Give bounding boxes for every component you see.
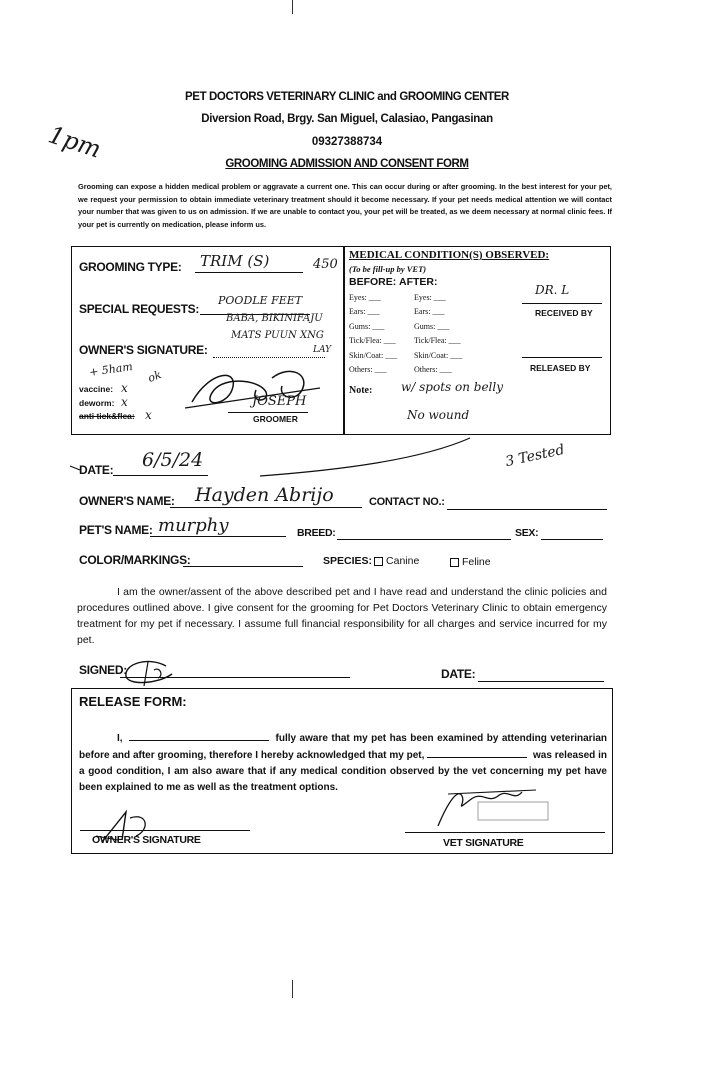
punch-mark-bottom	[292, 980, 293, 998]
note-value: w/ spots on belly	[401, 380, 503, 394]
medical-subtitle: (To be fill-up by VET)	[349, 264, 427, 274]
after-item: Ears: ___	[414, 307, 445, 317]
before-item: Skin/Coat: ___	[349, 350, 398, 360]
vet-signature-stamp	[418, 782, 578, 832]
special-requests-label: SPECIAL REQUESTS:	[79, 302, 200, 316]
sex-label: SEX:	[515, 527, 539, 539]
owner-name-label: OWNER'S NAME:	[79, 494, 175, 508]
margin-note: 1pm	[44, 120, 105, 164]
signed-date-label: DATE:	[441, 667, 476, 681]
grooming-section-box	[71, 246, 611, 435]
after-item: Gums: ___	[414, 321, 450, 331]
before-item: Gums: ___	[349, 321, 385, 331]
signed-label: SIGNED:	[79, 663, 127, 677]
note-value-2: No wound	[407, 408, 470, 422]
clinic-name: PET DOCTORS VETERINARY CLINIC and GROOMING CENTER	[185, 91, 509, 103]
breed-label: BREED:	[297, 527, 336, 539]
intro-paragraph: Grooming can expose a hidden medical problem or aggravate a current one. This can occur during or after grooming. In the best interest for your pet, we request your permission to obtain immediate veterinary treatment should it become necessary. If your pet needs medical attention we will contact your number that was given to us on admission. If we are unable to contact you, your pet will be treated, as we deem necessary at normal clinic fees. If your pet is currently on medication, please inform us.	[78, 182, 612, 229]
color-label: COLOR/MARKINGS:	[79, 553, 191, 567]
breed-line	[337, 539, 511, 540]
canine-checkbox[interactable]	[374, 557, 383, 566]
groomer-name: JOSEPH	[252, 394, 307, 409]
vaccine-value[interactable]: x	[121, 381, 128, 395]
feline-checkbox[interactable]	[450, 558, 459, 567]
after-item: Others: ___	[414, 365, 452, 375]
received-by-label: RECEIVED BY	[535, 308, 593, 318]
deworm-value[interactable]: x	[121, 395, 128, 409]
release-text-i: I,	[117, 733, 123, 744]
after-item: Skin/Coat: ___	[414, 350, 463, 360]
groomer-line	[228, 412, 308, 413]
sex-line	[541, 539, 603, 540]
before-item: Tick/Flea: ___	[349, 336, 396, 346]
vet-signature-line	[405, 832, 605, 833]
feline-option	[448, 556, 491, 568]
release-pet-blank[interactable]	[427, 747, 527, 758]
clinic-phone: 09327388734	[311, 136, 383, 148]
vet-signature-label: VET SIGNATURE	[443, 837, 524, 849]
signed-date-line	[478, 681, 604, 682]
after-label: AFTER:	[399, 276, 438, 288]
grooming-price: 450	[313, 257, 338, 272]
release-name-blank[interactable]	[129, 730, 269, 741]
released-by-line	[522, 357, 602, 358]
owner-signature-label-release: OWNER'S SIGNATURE	[92, 834, 201, 846]
special-request-extra: LAY	[313, 345, 332, 355]
pet-name-label: PET'S NAME:	[79, 523, 153, 537]
canine-label: Canine	[386, 555, 420, 567]
special-request-line-1[interactable]: POODLE FEET	[218, 294, 303, 307]
before-item: Others: ___	[349, 365, 387, 375]
grooming-type-value[interactable]: TRIM (S)	[200, 252, 270, 270]
date-value[interactable]: 6/5/24	[142, 449, 204, 471]
contact-line	[447, 509, 607, 510]
consent-paragraph: I am the owner/assent of the above described pet and I have read and understand the clinic policies and procedures outlined above. I give consent for the grooming for Pet Doctors Veterinary Clinic to obtain emergency treatment for my pet if necessary. I assume full financial responsibility for all charges and service incurred for my pet.	[77, 586, 607, 646]
tested-note: 3 Tested	[503, 441, 566, 471]
after-item: Tick/Flea: ___	[414, 336, 461, 346]
form-title: GROOMING ADMISSION AND CONSENT FORM	[225, 158, 469, 170]
owner-signature-label: OWNER'S SIGNATURE:	[79, 343, 208, 357]
antitick-value[interactable]: x	[145, 408, 152, 422]
deworm-label: deworm:	[79, 398, 115, 408]
clinic-address: Diversion Road, Brgy. San Miguel, Calasiao, Pangasinan	[201, 113, 493, 125]
vaccine-label: vaccine:	[79, 384, 114, 394]
antitick-label: anti tick&flea:	[79, 411, 135, 421]
grooming-type-label: GROOMING TYPE:	[79, 260, 182, 274]
vaccine-note: ok	[146, 368, 164, 385]
groomer-label: GROOMER	[253, 414, 298, 424]
date-label: DATE:	[79, 463, 114, 477]
owner-name-line	[170, 507, 362, 508]
released-by-label: RELEASED BY	[530, 363, 591, 373]
feline-label: Feline	[462, 556, 491, 568]
owner-signature-scribble	[180, 360, 330, 420]
before-list	[349, 291, 397, 377]
punch-mark-top	[292, 0, 293, 14]
release-text-2: fully aware that my pet has been examined by attending veterinarian before and after grooming, therefore I hereby acknowledged that my pet,	[79, 733, 608, 761]
special-request-line-3[interactable]: MATS PUUN XNG	[231, 330, 324, 341]
after-item: Eyes: ___	[414, 293, 446, 302]
date-strike-line	[60, 430, 480, 480]
consent-signature-scribble	[118, 656, 188, 688]
owner-signature-line	[213, 357, 325, 358]
received-by-value: DR. L	[535, 283, 570, 297]
received-by-line	[522, 303, 602, 304]
release-text-3: was released in a good condition, I am also aware that if any medical condition observed by the vet concerning my pet have been explained to me as well as the treatment options.	[79, 750, 607, 793]
special-request-line-2[interactable]: BABA, BIKINIFAJU	[226, 313, 323, 324]
grooming-type-line	[195, 272, 303, 273]
color-line	[183, 566, 303, 567]
before-label: BEFORE:	[349, 276, 397, 288]
medical-title: MEDICAL CONDITION(S) OBSERVED:	[349, 249, 550, 261]
pet-name-value[interactable]: murphy	[158, 515, 229, 536]
section-divider	[343, 246, 345, 434]
release-title: RELEASE FORM:	[79, 694, 187, 709]
before-item: Ears: ___	[349, 307, 380, 317]
species-label: SPECIES:	[323, 555, 373, 567]
medication-note: + 5ham	[88, 360, 134, 379]
note-label: Note:	[349, 385, 373, 396]
contact-label: CONTACT NO.:	[369, 496, 445, 508]
pet-name-line	[150, 536, 286, 537]
before-item: Eyes: ___	[349, 293, 381, 302]
owner-name-value[interactable]: Hayden Abrijo	[195, 484, 334, 506]
after-list	[414, 291, 462, 377]
species-row	[323, 555, 419, 567]
